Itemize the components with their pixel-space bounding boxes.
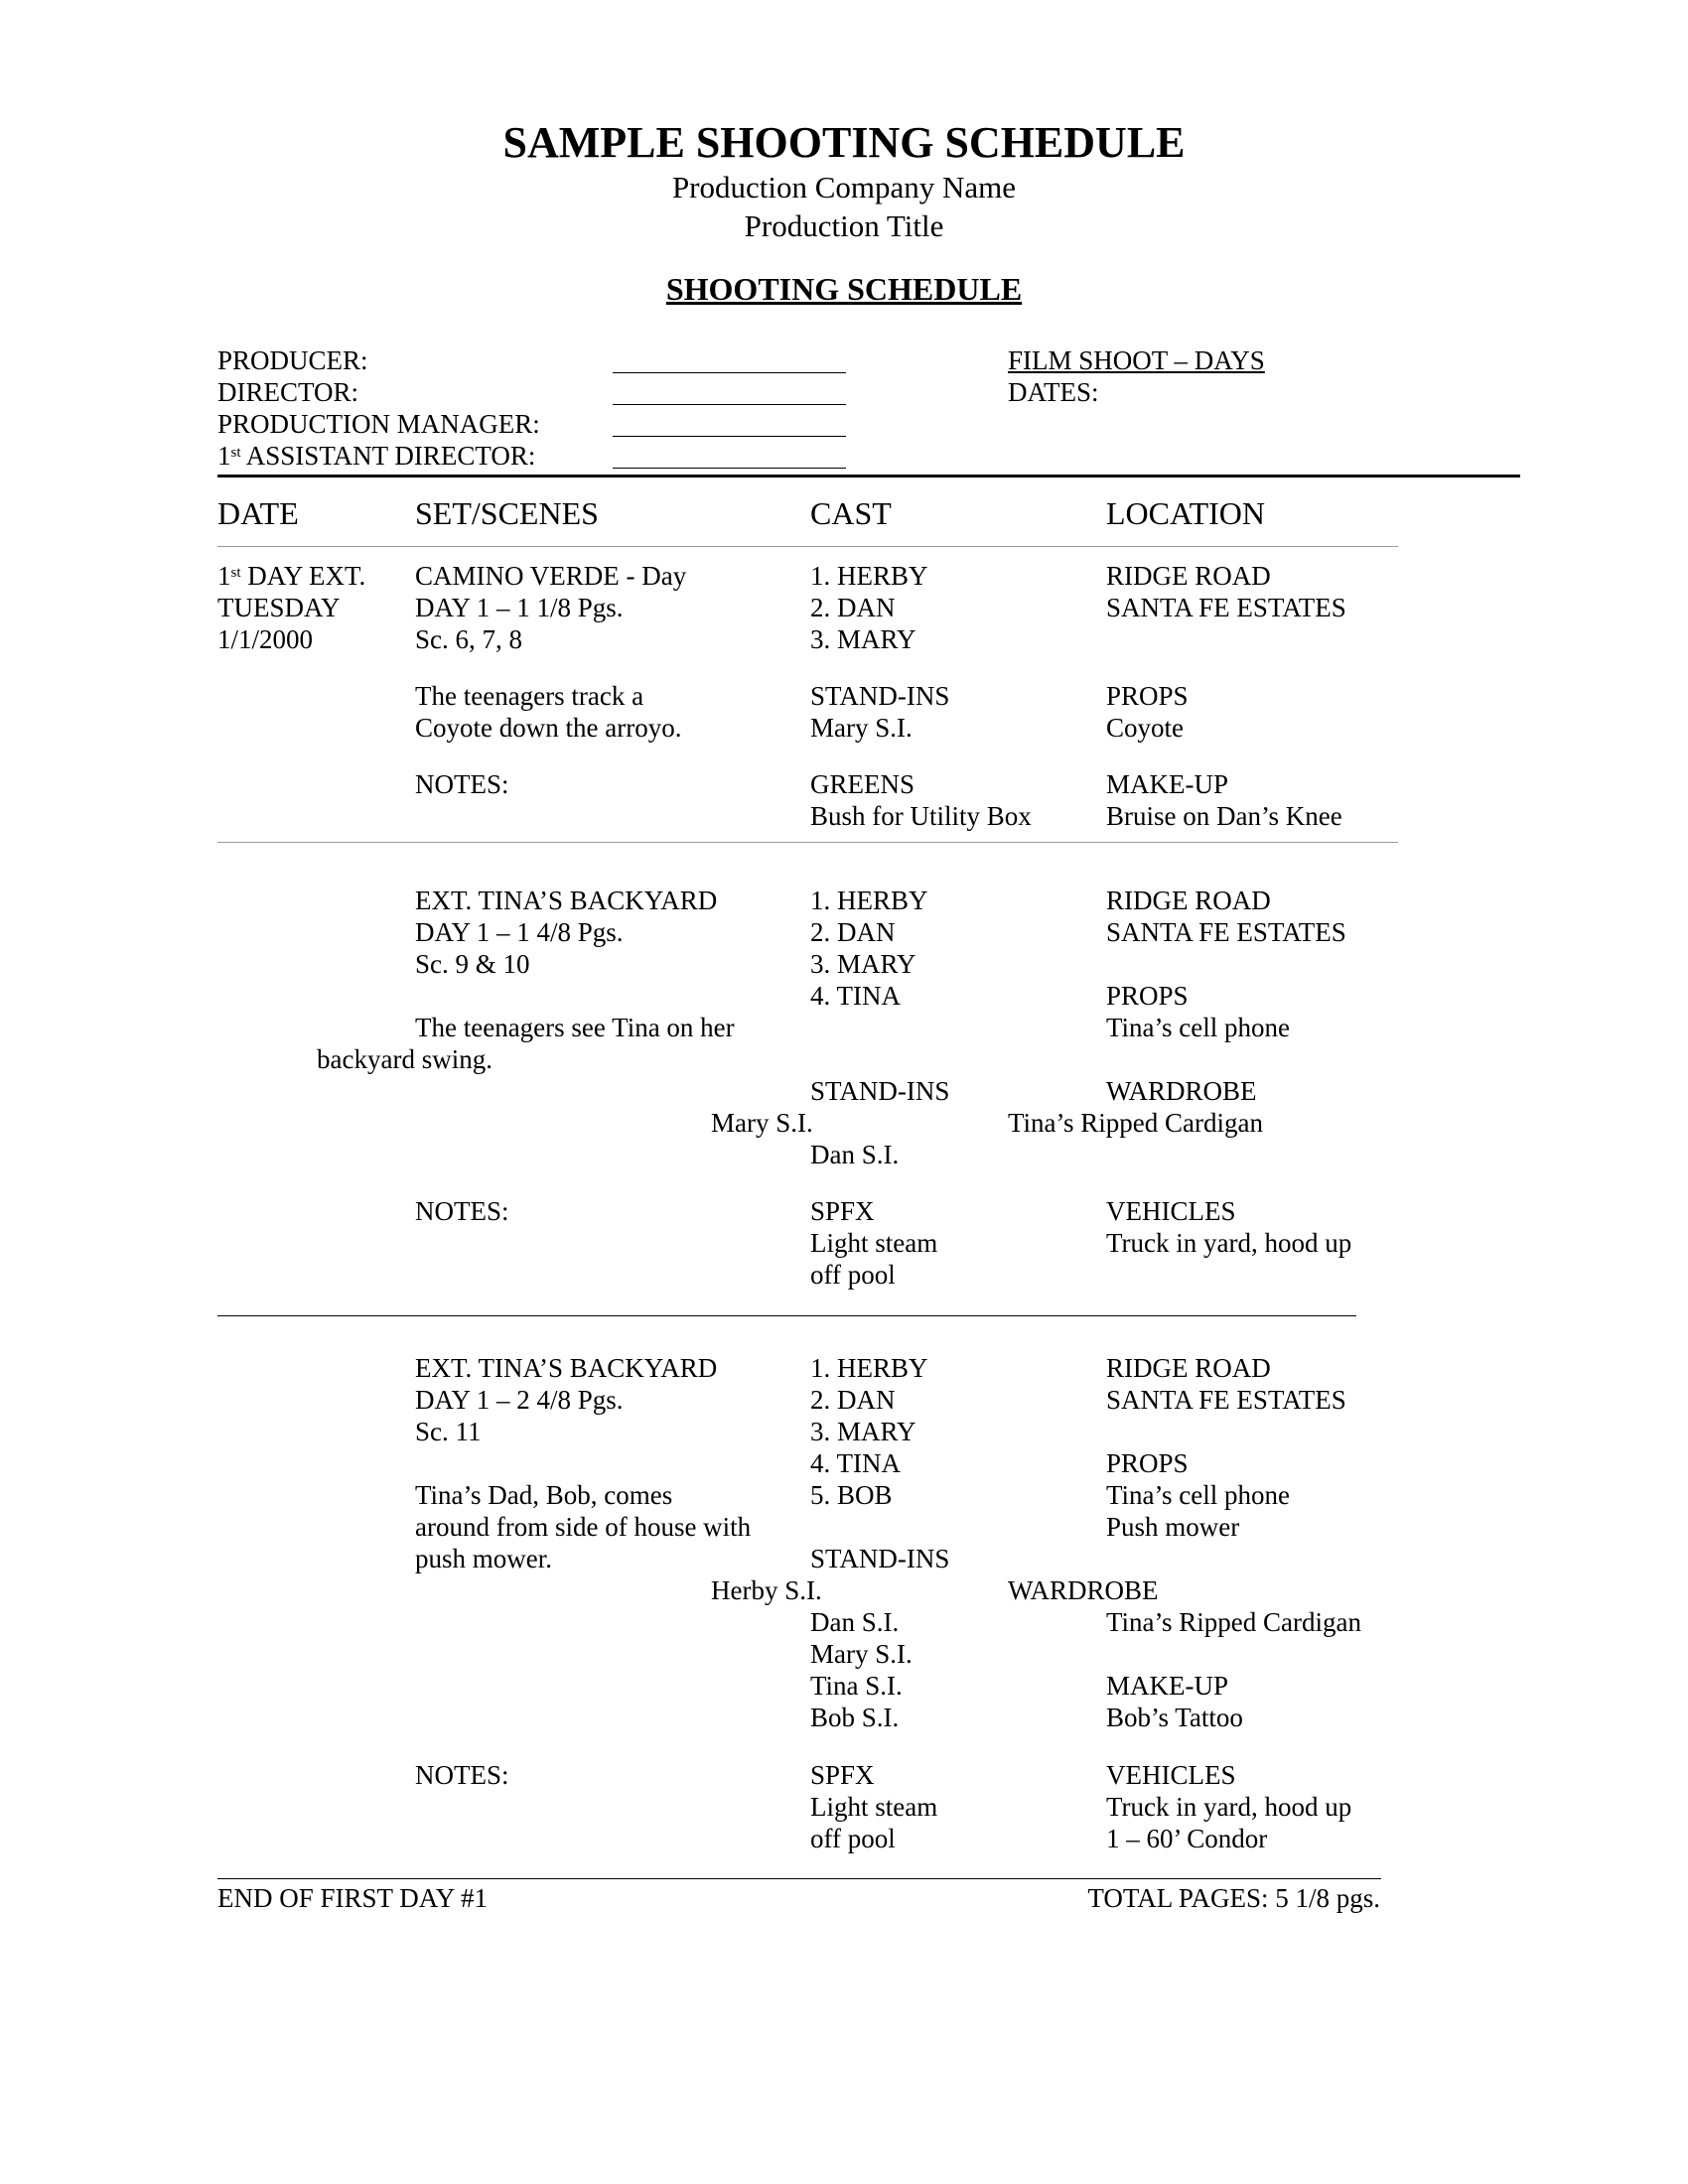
header-rule: [217, 475, 1520, 478]
block3-standin: Tina S.I.: [810, 1671, 903, 1701]
block3-cast-item: 2. DAN: [810, 1385, 896, 1415]
block1-standins-label: STAND-INS: [810, 681, 950, 711]
production-title: Production Title: [744, 208, 944, 243]
block1-location: SANTA FE ESTATES: [1106, 593, 1346, 622]
block1-props: Coyote: [1106, 713, 1184, 743]
block3-description: push mower.: [415, 1544, 552, 1573]
producer-blank: [613, 372, 846, 373]
column-header-rule: [217, 546, 1398, 547]
block1-makeup-label: MAKE-UP: [1106, 769, 1229, 799]
block2-cast-item: 4. TINA: [810, 981, 901, 1011]
dates-label: DATES:: [1008, 377, 1099, 407]
block2-cast-item: 1. HERBY: [810, 886, 928, 915]
block1-cast-item: 1. HERBY: [810, 561, 928, 591]
block3-standin: Dan S.I.: [810, 1607, 900, 1637]
block1-greens-label: GREENS: [810, 769, 915, 799]
block3-makeup-label: MAKE-UP: [1106, 1671, 1229, 1701]
block3-cast-item: 5. BOB: [810, 1480, 893, 1510]
block3-props-label: PROPS: [1106, 1448, 1189, 1478]
block1-description: Coyote down the arroyo.: [415, 713, 682, 743]
block3-makeup: Bob’s Tattoo: [1106, 1703, 1243, 1732]
block1-date: 1/1/2000: [217, 624, 314, 654]
block3-vehicles: 1 – 60’ Condor: [1106, 1824, 1268, 1853]
block2-cast-item: 3. MARY: [810, 949, 916, 979]
block1-location: RIDGE ROAD: [1106, 561, 1271, 591]
block3-spfx: off pool: [810, 1824, 896, 1853]
block1-divider: [217, 842, 1398, 843]
block1-makeup: Bruise on Dan’s Knee: [1106, 801, 1342, 831]
block2-wardrobe: Tina’s Ripped Cardigan: [1008, 1108, 1264, 1138]
block2-day-pages: DAY 1 – 1 4/8 Pgs.: [415, 917, 624, 947]
block3-standin: Bob S.I.: [810, 1703, 900, 1732]
block3-vehicles-label: VEHICLES: [1106, 1760, 1236, 1790]
block2-location: RIDGE ROAD: [1106, 886, 1271, 915]
block3-vehicles: Truck in yard, hood up: [1106, 1792, 1352, 1822]
block3-wardrobe-label: WARDROBE: [1008, 1575, 1159, 1605]
block2-scenes: Sc. 9 & 10: [415, 949, 530, 979]
block1-scenes: Sc. 6, 7, 8: [415, 624, 522, 654]
production-manager-label: PRODUCTION MANAGER:: [217, 409, 540, 439]
block3-spfx: Light steam: [810, 1792, 938, 1822]
production-company-name: Production Company Name: [671, 170, 1017, 205]
total-pages: TOTAL PAGES: 5 1/8 pgs.: [1087, 1883, 1380, 1913]
block2-spfx: off pool: [810, 1260, 896, 1290]
block3-props: Tina’s cell phone: [1106, 1480, 1290, 1510]
block3-cast-item: 3. MARY: [810, 1417, 916, 1446]
director-blank: [613, 404, 846, 405]
block3-set: EXT. TINA’S BACKYARD: [415, 1353, 718, 1383]
block2-divider: [217, 1315, 1356, 1316]
block2-description: backyard swing.: [317, 1044, 492, 1074]
block2-spfx-label: SPFX: [810, 1196, 875, 1226]
block2-notes-label: NOTES:: [415, 1196, 509, 1226]
block1-cast-item: 2. DAN: [810, 593, 896, 622]
block3-day-pages: DAY 1 – 2 4/8 Pgs.: [415, 1385, 624, 1415]
film-shoot-days: FILM SHOOT – DAYS: [1008, 345, 1265, 375]
block3-standins-label: STAND-INS: [810, 1544, 950, 1573]
end-of-day-label: END OF FIRST DAY #1: [217, 1883, 489, 1913]
block1-cast-item: 3. MARY: [810, 624, 916, 654]
block3-standin: Mary S.I.: [810, 1639, 913, 1669]
block2-standin: Dan S.I.: [810, 1140, 900, 1169]
block3-cast-item: 4. TINA: [810, 1448, 901, 1478]
footer-rule: [217, 1878, 1381, 1879]
block1-standin: Mary S.I.: [810, 713, 913, 743]
first-ad-label: 1st ASSISTANT DIRECTOR:: [217, 441, 536, 471]
block1-greens: Bush for Utility Box: [810, 801, 1032, 831]
block1-weekday: TUESDAY: [217, 593, 341, 622]
block2-props-label: PROPS: [1106, 981, 1189, 1011]
block3-location: RIDGE ROAD: [1106, 1353, 1271, 1383]
first-ad-blank: [613, 468, 846, 469]
column-date: DATE: [217, 495, 299, 531]
block1-props-label: PROPS: [1106, 681, 1189, 711]
block3-props: Push mower: [1106, 1512, 1240, 1542]
production-manager-blank: [613, 436, 846, 437]
block3-location: SANTA FE ESTATES: [1106, 1385, 1346, 1415]
block2-cast-item: 2. DAN: [810, 917, 896, 947]
column-location: LOCATION: [1106, 495, 1265, 531]
block2-standin: Mary S.I.: [711, 1108, 813, 1138]
block1-day: 1st DAY EXT.: [217, 561, 366, 591]
block1-notes-label: NOTES:: [415, 769, 509, 799]
block2-location: SANTA FE ESTATES: [1106, 917, 1346, 947]
block3-wardrobe: Tina’s Ripped Cardigan: [1106, 1607, 1362, 1637]
producer-label: PRODUCER:: [217, 345, 368, 375]
column-cast: CAST: [810, 495, 892, 531]
column-set-scenes: SET/SCENES: [415, 495, 599, 531]
section-title: SHOOTING SCHEDULE: [665, 271, 1023, 307]
block2-description: The teenagers see Tina on her: [415, 1013, 735, 1042]
block3-description: around from side of house with: [415, 1512, 752, 1542]
block2-props: Tina’s cell phone: [1106, 1013, 1290, 1042]
block1-set: CAMINO VERDE - Day: [415, 561, 687, 591]
block2-set: EXT. TINA’S BACKYARD: [415, 886, 718, 915]
director-label: DIRECTOR:: [217, 377, 359, 407]
block2-vehicles-label: VEHICLES: [1106, 1196, 1236, 1226]
block3-scenes: Sc. 11: [415, 1417, 482, 1446]
block3-standin: Herby S.I.: [711, 1575, 822, 1605]
block1-description: The teenagers track a: [415, 681, 644, 711]
block2-standins-label: STAND-INS: [810, 1076, 950, 1106]
block2-spfx: Light steam: [810, 1228, 938, 1258]
block1-day-pages: DAY 1 – 1 1/8 Pgs.: [415, 593, 624, 622]
block3-notes-label: NOTES:: [415, 1760, 509, 1790]
block2-vehicles: Truck in yard, hood up: [1106, 1228, 1352, 1258]
block2-wardrobe-label: WARDROBE: [1106, 1076, 1257, 1106]
block3-description: Tina’s Dad, Bob, comes: [415, 1480, 673, 1510]
block3-spfx-label: SPFX: [810, 1760, 875, 1790]
block3-cast-item: 1. HERBY: [810, 1353, 928, 1383]
document-title: SAMPLE SHOOTING SCHEDULE: [502, 118, 1186, 167]
